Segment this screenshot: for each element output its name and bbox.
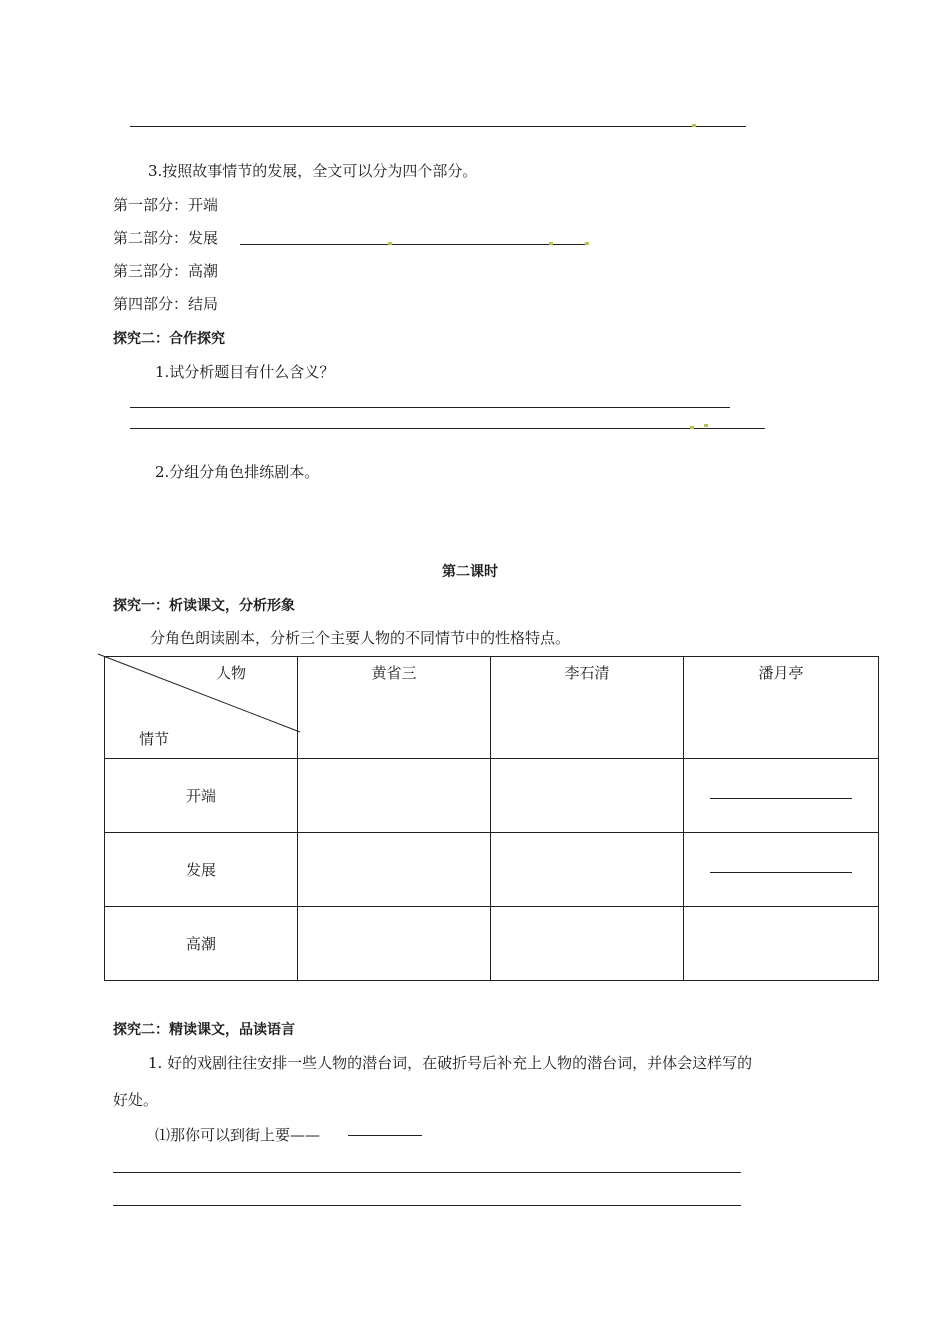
answer-line[interactable] bbox=[130, 428, 765, 429]
table-cell[interactable] bbox=[298, 907, 491, 981]
table-row bbox=[105, 907, 879, 981]
lesson2-instruction: 分角色朗读剧本，分析三个主要人物的不同情节中的性格特点。 bbox=[150, 629, 571, 647]
answer-line[interactable] bbox=[130, 407, 730, 408]
row-label: 发展 bbox=[105, 833, 298, 907]
table-cell[interactable] bbox=[298, 759, 491, 833]
table-cell[interactable] bbox=[684, 833, 879, 907]
lesson2-explore2-heading: 探究二：精读课文，品读语言 bbox=[113, 1022, 295, 1038]
table-cell[interactable] bbox=[491, 833, 684, 907]
table-cell[interactable] bbox=[684, 907, 879, 981]
corner-cell bbox=[105, 657, 298, 759]
character-table bbox=[104, 656, 879, 981]
corner-bottom-label: 情节 bbox=[139, 730, 170, 748]
answer-line[interactable] bbox=[113, 1205, 741, 1206]
mark bbox=[585, 242, 589, 245]
mark bbox=[388, 242, 392, 245]
column-header: 潘月亭 bbox=[684, 657, 879, 759]
fill-line bbox=[710, 872, 852, 873]
mark bbox=[704, 424, 708, 427]
table-cell[interactable] bbox=[491, 759, 684, 833]
explore2-heading: 探究二：合作探究 bbox=[113, 331, 225, 347]
fill-line bbox=[710, 798, 852, 799]
table-header-row bbox=[105, 657, 879, 759]
answer-line[interactable] bbox=[130, 126, 746, 127]
explore2-q2: 2.分组分角色排练剧本。 bbox=[155, 463, 320, 481]
column-header: 黄省三 bbox=[298, 657, 491, 759]
mark bbox=[692, 124, 696, 127]
lesson2-q1-line1: 1. 好的戏剧往往安排一些人物的潜台词，在破折号后补充上人物的潜台词，并体会这样写的 bbox=[148, 1054, 753, 1072]
lesson2-sub1: ⑴那你可以到街上要—— bbox=[155, 1126, 321, 1144]
table-cell[interactable] bbox=[491, 907, 684, 981]
table-cell[interactable] bbox=[684, 759, 879, 833]
column-header: 李石清 bbox=[491, 657, 684, 759]
part-two: 第二部分：发展 bbox=[113, 229, 219, 247]
corner-top-label: 人物 bbox=[216, 664, 247, 682]
lesson2-q1-line2: 好处。 bbox=[113, 1091, 159, 1109]
part-two-answer-line[interactable] bbox=[240, 244, 587, 245]
mark bbox=[549, 242, 553, 245]
sub1-blank[interactable] bbox=[348, 1135, 422, 1136]
part-one: 第一部分：开端 bbox=[113, 196, 219, 214]
lesson2-explore1-heading: 探究一：析读课文，分析形象 bbox=[113, 598, 295, 614]
table-cell[interactable] bbox=[298, 833, 491, 907]
row-label: 高潮 bbox=[105, 907, 298, 981]
answer-line[interactable] bbox=[113, 1172, 741, 1173]
table-row bbox=[105, 833, 879, 907]
explore2-q1: 1.试分析题目有什么含义？ bbox=[155, 363, 335, 381]
part-four: 第四部分：结局 bbox=[113, 295, 219, 313]
lesson2-title: 第二课时 bbox=[442, 564, 498, 580]
table-row bbox=[105, 759, 879, 833]
part-three: 第三部分：高潮 bbox=[113, 262, 219, 280]
row-label: 开端 bbox=[105, 759, 298, 833]
mark bbox=[690, 426, 694, 429]
question-3: 3.按照故事情节的发展，全文可以分为四个部分。 bbox=[148, 162, 478, 180]
